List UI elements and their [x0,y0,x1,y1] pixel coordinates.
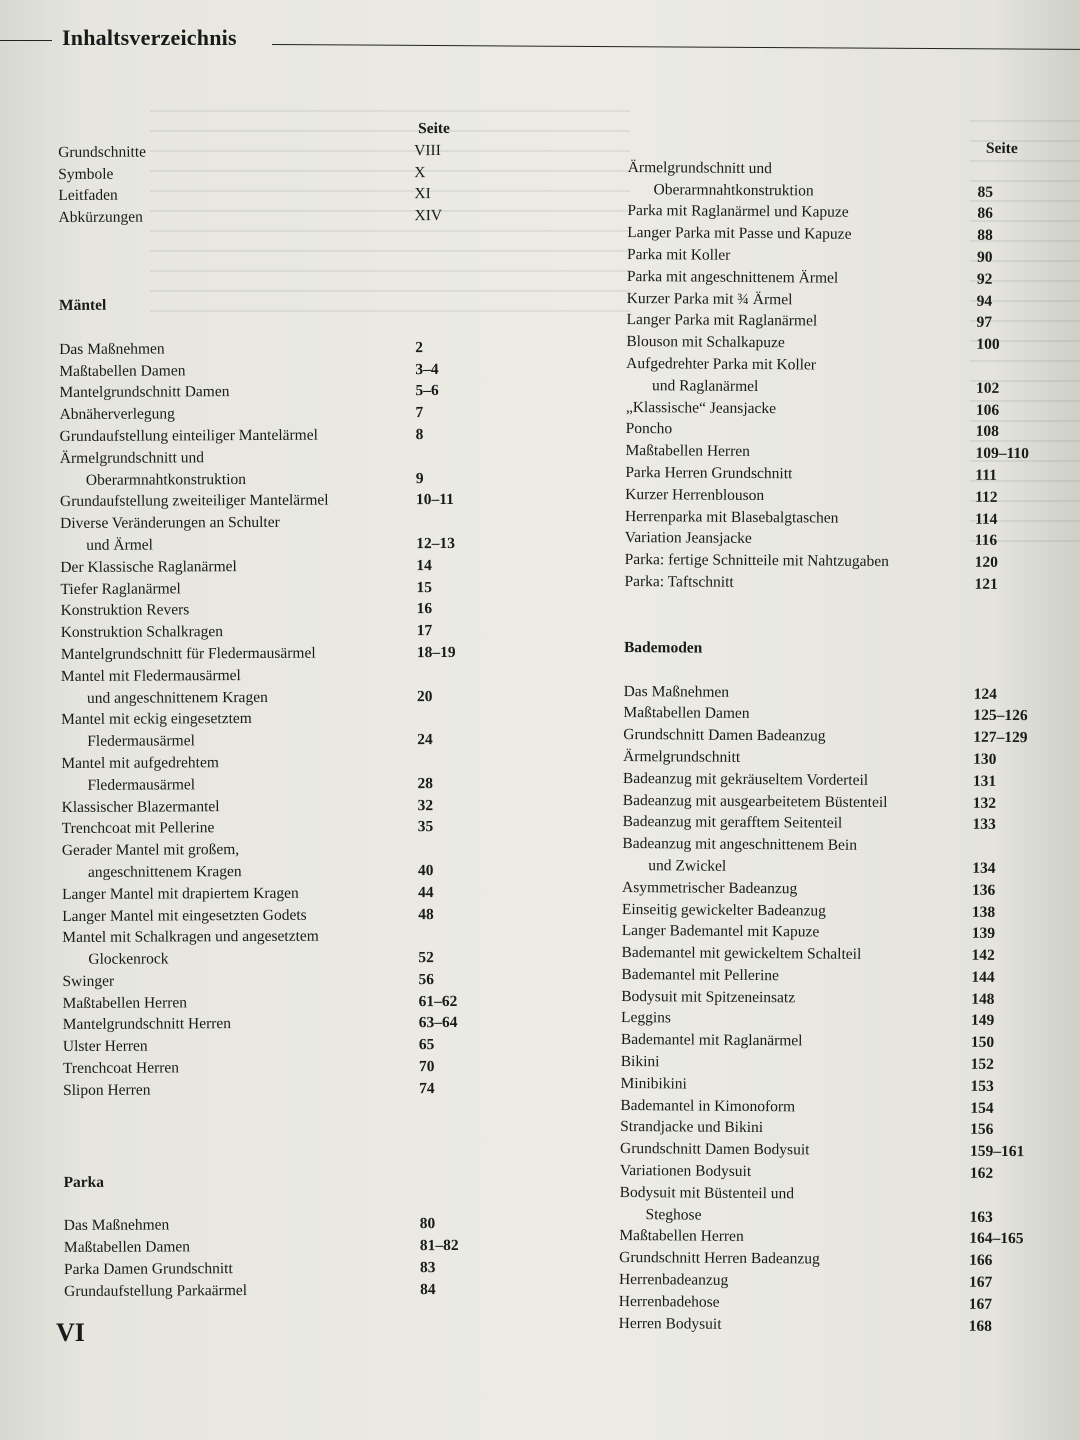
toc-entry [61,598,481,622]
toc-entry [61,620,481,644]
toc-page-number: 94 [976,292,993,310]
toc-entry [59,380,479,404]
toc-entry-line: Fledermausärmel 24 [87,731,433,750]
toc-entry-line: Slipon Herren 74 [63,1079,435,1099]
toc-entry-line: Ärmelgrundschnitt und [59,449,205,467]
toc-entry-line: Parka Herren Grundschnitt 111 [625,462,1055,487]
toc-page-number: 159–161 [969,1142,1025,1161]
toc-page-number: 20 [416,687,433,705]
toc-page-number: 9 [415,469,424,487]
toc-page-number: 124 [973,685,997,703]
toc-entry [64,1279,484,1303]
toc-entry-line: Herren Bodysuit 168 [619,1313,1049,1338]
toc-entry-line: Das Maßnehmen 124 [624,681,1054,706]
toc-entry [64,1213,484,1237]
toc-page-number: 154 [970,1099,994,1117]
toc-entry [627,157,1057,204]
toc-entry-line: Diverse Veränderungen an Schulter [60,514,280,533]
toc-entry [60,489,480,513]
toc-page-number: 162 [969,1164,994,1182]
toc-entry-line: Bademantel mit Raglanärmel 150 [621,1029,1051,1054]
section-heading: Mäntel [58,296,107,314]
toc-entry-line: Kurzer Herrenblouson 112 [625,484,1055,509]
toc-page-number: 15 [416,578,432,596]
toc-entry-line: Langer Mantel mit drapiertem Kragen 44 [62,883,434,903]
toc-entry-line: Maßtabellen Damen 125–126 [623,702,1053,727]
toc-page-number: 24 [417,731,433,749]
toc-entry-line: Einseitig gewickelter Badeanzug 138 [622,898,1052,923]
toc-entry-line: Grundaufstellung einteiliger Mantelärmel 8 [59,426,424,445]
toc-page-number: 70 [418,1058,435,1076]
toc-entry [619,1182,1049,1229]
toc-page-number: 32 [417,796,434,814]
toc-entry-line: Maßtabellen Damen 81–82 [63,1237,459,1257]
toc-page-number: XIV [414,207,443,225]
toc-entry [60,576,480,600]
toc-page-number: 142 [971,946,995,964]
toc-page-number: 133 [972,816,996,834]
toc-entry-line: Konstruktion Revers 16 [60,600,433,620]
toc-page-number: 112 [975,488,998,506]
toc-page-number: 35 [417,818,434,836]
toc-entry-line: Grundaufstellung zweiteiliger Mantelärmel 10–11 [59,491,454,511]
toc-page-number: 92 [976,270,993,288]
toc-entry-line: Glockenrock 52 [88,949,434,968]
toc-entry-line: Bodysuit mit Spitzeneinsatz 148 [621,986,1051,1011]
toc-page-number: 10–11 [415,491,454,509]
toc-page-number: 131 [972,772,997,790]
toc-page-number: 44 [418,883,434,901]
toc-entry-line: Fledermausärmel 28 [87,774,434,794]
toc-page-number: XI [414,185,431,203]
toc-entry-line: Badeanzug mit gerafftem Seitenteil 133 [623,811,1053,836]
toc-entry [62,816,482,840]
toc-page-number: 111 [975,466,997,484]
toc-entry-line: Kurzer Parka mit ¾ Ärmel 94 [627,288,1057,313]
toc-entry-line: Maßtabellen Herren 109–110 [625,440,1055,465]
toc-entry [60,446,480,492]
toc-page-number: 168 [968,1317,992,1335]
toc-entry-line: Grundschnitt Herren Badeanzug 166 [619,1247,1049,1272]
toc-page-number: X [414,163,426,181]
toc-entry [61,664,481,710]
toc-entry [624,571,1054,596]
toc-page-number: 40 [417,861,434,880]
toc-entry-line: Langer Bademantel mit Kapuze 139 [622,920,1052,945]
toc-page-number: 116 [974,532,998,550]
toc-entry [60,424,480,448]
toc-entry-line: Symbole X [58,163,426,183]
toc-entry [626,353,1056,400]
toc-entry-line: Mantel mit Schalkragen und angesetztem [62,927,319,947]
toc-page-number: 88 [977,226,993,245]
toc-page-number: 65 [418,1036,435,1054]
page-title: Inhaltsverzeichnis [62,25,237,50]
toc-entry [62,794,482,818]
toc-page-number: 3–4 [415,360,439,378]
toc-page-number: 28 [417,774,434,792]
toc-page-number: 138 [971,903,996,921]
toc-entry [64,1235,484,1259]
toc-page-number: 134 [972,859,996,877]
toc-entry-line: Oberarmnahtkonstruktion 85 [627,179,1057,204]
toc-entry-line: Asymmetrischer Badeanzug 136 [622,877,1052,902]
toc-entry [63,1056,483,1080]
toc-entry [63,1078,483,1102]
toc-entry-line: Ulster Herren 65 [62,1036,435,1056]
toc-entry-line: Tiefer Raglanärmel 15 [60,578,432,598]
toc-entry [63,1034,483,1058]
toc-page-number: 127–129 [973,728,1028,747]
toc-page-number: 139 [971,925,996,943]
toc-entry-line: Abnäherverlegung 7 [59,404,424,424]
toc-column-left [58,118,484,1303]
toc-entry-line: Grundaufstellung Parkaärmel 84 [64,1280,436,1300]
toc-page-number: 152 [970,1055,995,1073]
toc-entry-line: Der Klassische Raglanärmel 14 [60,556,432,576]
toc-page-number: 84 [420,1280,436,1298]
toc-entry [62,838,482,884]
toc-entry-line: Grundschnitt Damen Badeanzug 127–129 [623,724,1053,749]
toc-page-number: 148 [971,990,995,1008]
toc-entry-line: Trenchcoat Herren 70 [62,1058,435,1078]
toc-entry-line: Strandjacke und Bikini 156 [620,1116,1050,1141]
toc-entry-line: Ärmelgrundschnitt und [627,158,773,177]
toc-entry-line: angeschnittenem Kragen 40 [87,861,434,881]
toc-page-number: 17 [416,622,433,640]
toc-page-number: 56 [418,970,435,989]
toc-page-number: 166 [969,1251,993,1270]
toc-entry [58,140,478,164]
header-rule-left [0,40,52,41]
toc-entry [59,402,479,426]
toc-page-number: 167 [968,1273,993,1291]
toc-entry [63,1012,483,1036]
toc-page-number: 63–64 [418,1014,458,1032]
toc-entry [62,881,482,905]
toc-page-number: 81–82 [419,1237,459,1255]
toc-entry-line: Mantelgrundschnitt Herren 63–64 [62,1014,458,1034]
toc-entry-line: Parka: Taftschnitt 121 [624,571,1054,596]
seite-label: Seite [418,119,450,138]
toc-entry [622,833,1052,880]
toc-page-number: 164–165 [969,1230,1024,1248]
toc-entry-line: Grundschnitt Damen Bodysuit 159–161 [620,1138,1050,1163]
toc-entry [58,183,478,207]
toc-page-number: 52 [418,949,434,967]
toc-entry-line: Variationen Bodysuit 162 [620,1160,1050,1185]
toc-entry-line: „Klassische“ Jeansjacke 106 [626,397,1056,422]
section-heading: Parka [63,1173,105,1191]
toc-entry-line: und angeschnittenem Kragen 20 [86,687,433,707]
toc-page-number: 108 [975,423,999,441]
toc-page-number: 48 [418,905,434,923]
toc-page-number: VIII [414,141,441,159]
toc-page-number: 120 [974,553,998,572]
toc-entry-line: Leggins 149 [621,1007,1051,1032]
toc-entry-line: Gerader Mantel mit großem, [61,841,240,860]
toc-page-number: 5–6 [415,382,439,400]
toc-page-number: 12–13 [416,534,456,553]
toc-page-number: 86 [977,205,993,223]
toc-entry-line: Badeanzug mit ausgearbeitetem Büstenteil 132 [623,789,1053,814]
toc-page-number: 80 [419,1215,436,1233]
toc-page-number: 90 [976,248,993,266]
toc-page-number: 163 [969,1208,993,1226]
toc-entry [59,358,479,382]
toc-entry-line: Abkürzungen XIV [58,207,443,227]
toc-page-number: 121 [974,575,998,593]
toc-page-number: 83 [419,1259,436,1277]
toc-entry-line: Langer Parka mit Passe und Kapuze 88 [627,222,1057,247]
toc-entry-line: Herrenbadehose 167 [619,1291,1049,1316]
toc-entry [61,707,481,753]
toc-page-number: 14 [416,556,432,574]
toc-entry [619,1313,1049,1338]
toc-entry-line: Mantel mit Fledermausärmel [60,666,241,685]
toc-entry [59,337,479,361]
toc-entry-line: Maßtabellen Herren 61–62 [62,992,458,1012]
toc-entry [58,205,478,229]
toc-entry [62,969,482,993]
toc-entry-line: Trenchcoat mit Pellerine 35 [61,818,434,838]
toc-entry-line: und Ärmel 12–13 [86,534,456,554]
toc-entry-line: Langer Mantel mit eingesetzten Godets 48 [62,905,434,925]
toc-page-number: 109–110 [975,444,1029,463]
toc-entry [60,511,480,557]
toc-entry-line: Blouson mit Schalkapuze 100 [626,331,1056,356]
toc-page-number: 136 [972,881,996,899]
toc-page-number: 125–126 [973,707,1028,725]
toc-page-number: 144 [971,968,995,986]
toc-entry [61,642,481,666]
toc-entry [58,161,478,185]
toc-page-number: 106 [975,401,1000,419]
toc-entry-line: Mantelgrundschnitt Damen 5–6 [59,382,439,402]
seite-label: Seite [985,139,1018,158]
toc-entry-line: Parka: fertige Schnitteile mit Nahtzugaben 120 [625,549,1055,574]
toc-page-number: 61–62 [418,992,458,1010]
toc-entry-line: Oberarmnahtkonstruktion 9 [85,469,424,489]
toc-entry-line: Langer Parka mit Raglanärmel 97 [626,309,1056,334]
toc-page-number: 132 [972,794,997,812]
toc-page-number: 149 [970,1012,995,1030]
toc-page-number: 153 [970,1077,994,1095]
toc-page-number: 150 [970,1034,995,1052]
toc-entry-line: Parka mit Koller 90 [627,244,1057,269]
toc-page-number: 97 [976,314,993,332]
toc-entry-line: Minibikini 153 [620,1073,1050,1098]
toc-entry-line: Bademantel in Kimonoform 154 [620,1095,1050,1120]
toc-entry-line: Bademantel mit Pellerine 144 [621,964,1051,989]
toc-entry-line: Poncho 108 [626,418,1056,443]
header-rule-right [272,44,1080,50]
toc-page-number: 16 [416,600,433,618]
toc-page-number: 7 [415,404,424,422]
toc-entry [63,990,483,1014]
toc-entry [60,555,480,579]
toc-entry-line: Parka mit Raglanärmel und Kapuze 86 [627,200,1057,225]
toc-page-number: 74 [419,1079,435,1097]
toc-entry-line: Das Maßnehmen 80 [63,1215,436,1235]
toc-entry [62,903,482,927]
toc-entry [62,925,482,971]
toc-page-number: 100 [976,335,1000,354]
toc-entry-line: Parka Damen Grundschnitt 83 [63,1259,436,1279]
toc-entry-line: Das Maßnehmen 2 [59,338,423,358]
toc-entry-line: Herrenparka mit Blasebalgtaschen 114 [625,506,1055,531]
toc-entry [64,1257,484,1281]
toc-entry-line: Swinger 56 [62,970,435,990]
toc-page-number: 156 [970,1121,994,1139]
toc-entry-line: und Zwickel 134 [622,855,1052,880]
toc-entry-line: Bodysuit mit Büstenteil und [619,1183,795,1203]
toc-entry-line: Ärmelgrundschnitt 130 [623,746,1053,771]
toc-entry-line: Maßtabellen Herren 164–165 [619,1225,1049,1250]
toc-entry-line: Badeanzug mit angeschnittenem Bein [622,835,858,854]
toc-entry-line: Mantelgrundschnitt für Fledermausärmel 18–19 [60,643,456,663]
toc-column-right [619,135,1058,1338]
toc-entry-line: Konstruktion Schalkragen 17 [60,622,433,642]
toc-entry-line: Maßtabellen Damen 3–4 [59,360,439,380]
toc-entry-line: Klassischer Blazermantel 32 [61,796,434,816]
toc-page-number: 85 [977,183,994,201]
toc-entry [61,751,481,797]
toc-entry-line: und Raglanärmel 102 [626,375,1056,400]
toc-page-number: 130 [973,750,997,768]
toc-page-number: 2 [415,338,423,356]
toc-entry-line: Aufgedrehter Parka mit Koller [626,354,817,374]
toc-entry-line: Variation Jeansjacke 116 [625,527,1055,552]
toc-page-number: 114 [974,510,998,528]
toc-entry-line: Badeanzug mit gekräuseltem Vorderteil 131 [623,768,1053,793]
section-heading: Bademoden [623,638,703,657]
toc-page-number: 102 [975,379,1000,397]
toc-entry-line: Grundschnitte VIII [58,141,441,161]
toc-entry-line: Bademantel mit gewickeltem Schalteil 142 [621,942,1051,967]
toc-entry-line: Bikini 152 [621,1051,1051,1076]
toc-entry-line: Mantel mit eckig eingesetztem [61,710,252,729]
toc-entry-line: Steghose 163 [619,1204,1049,1229]
toc-entry-line: Herrenbadeanzug 167 [619,1269,1049,1294]
toc-page-number: 167 [968,1295,993,1313]
toc-entry-line: Mantel mit aufgedrehtem [61,754,219,772]
toc-page-number: 18–19 [416,643,456,662]
toc-entry-line: Parka mit angeschnittenem Ärmel 92 [627,266,1057,291]
page-number: VI [56,1318,85,1347]
toc-page-number: 8 [415,426,424,444]
toc-entry-line: Leitfaden XI [58,185,431,205]
